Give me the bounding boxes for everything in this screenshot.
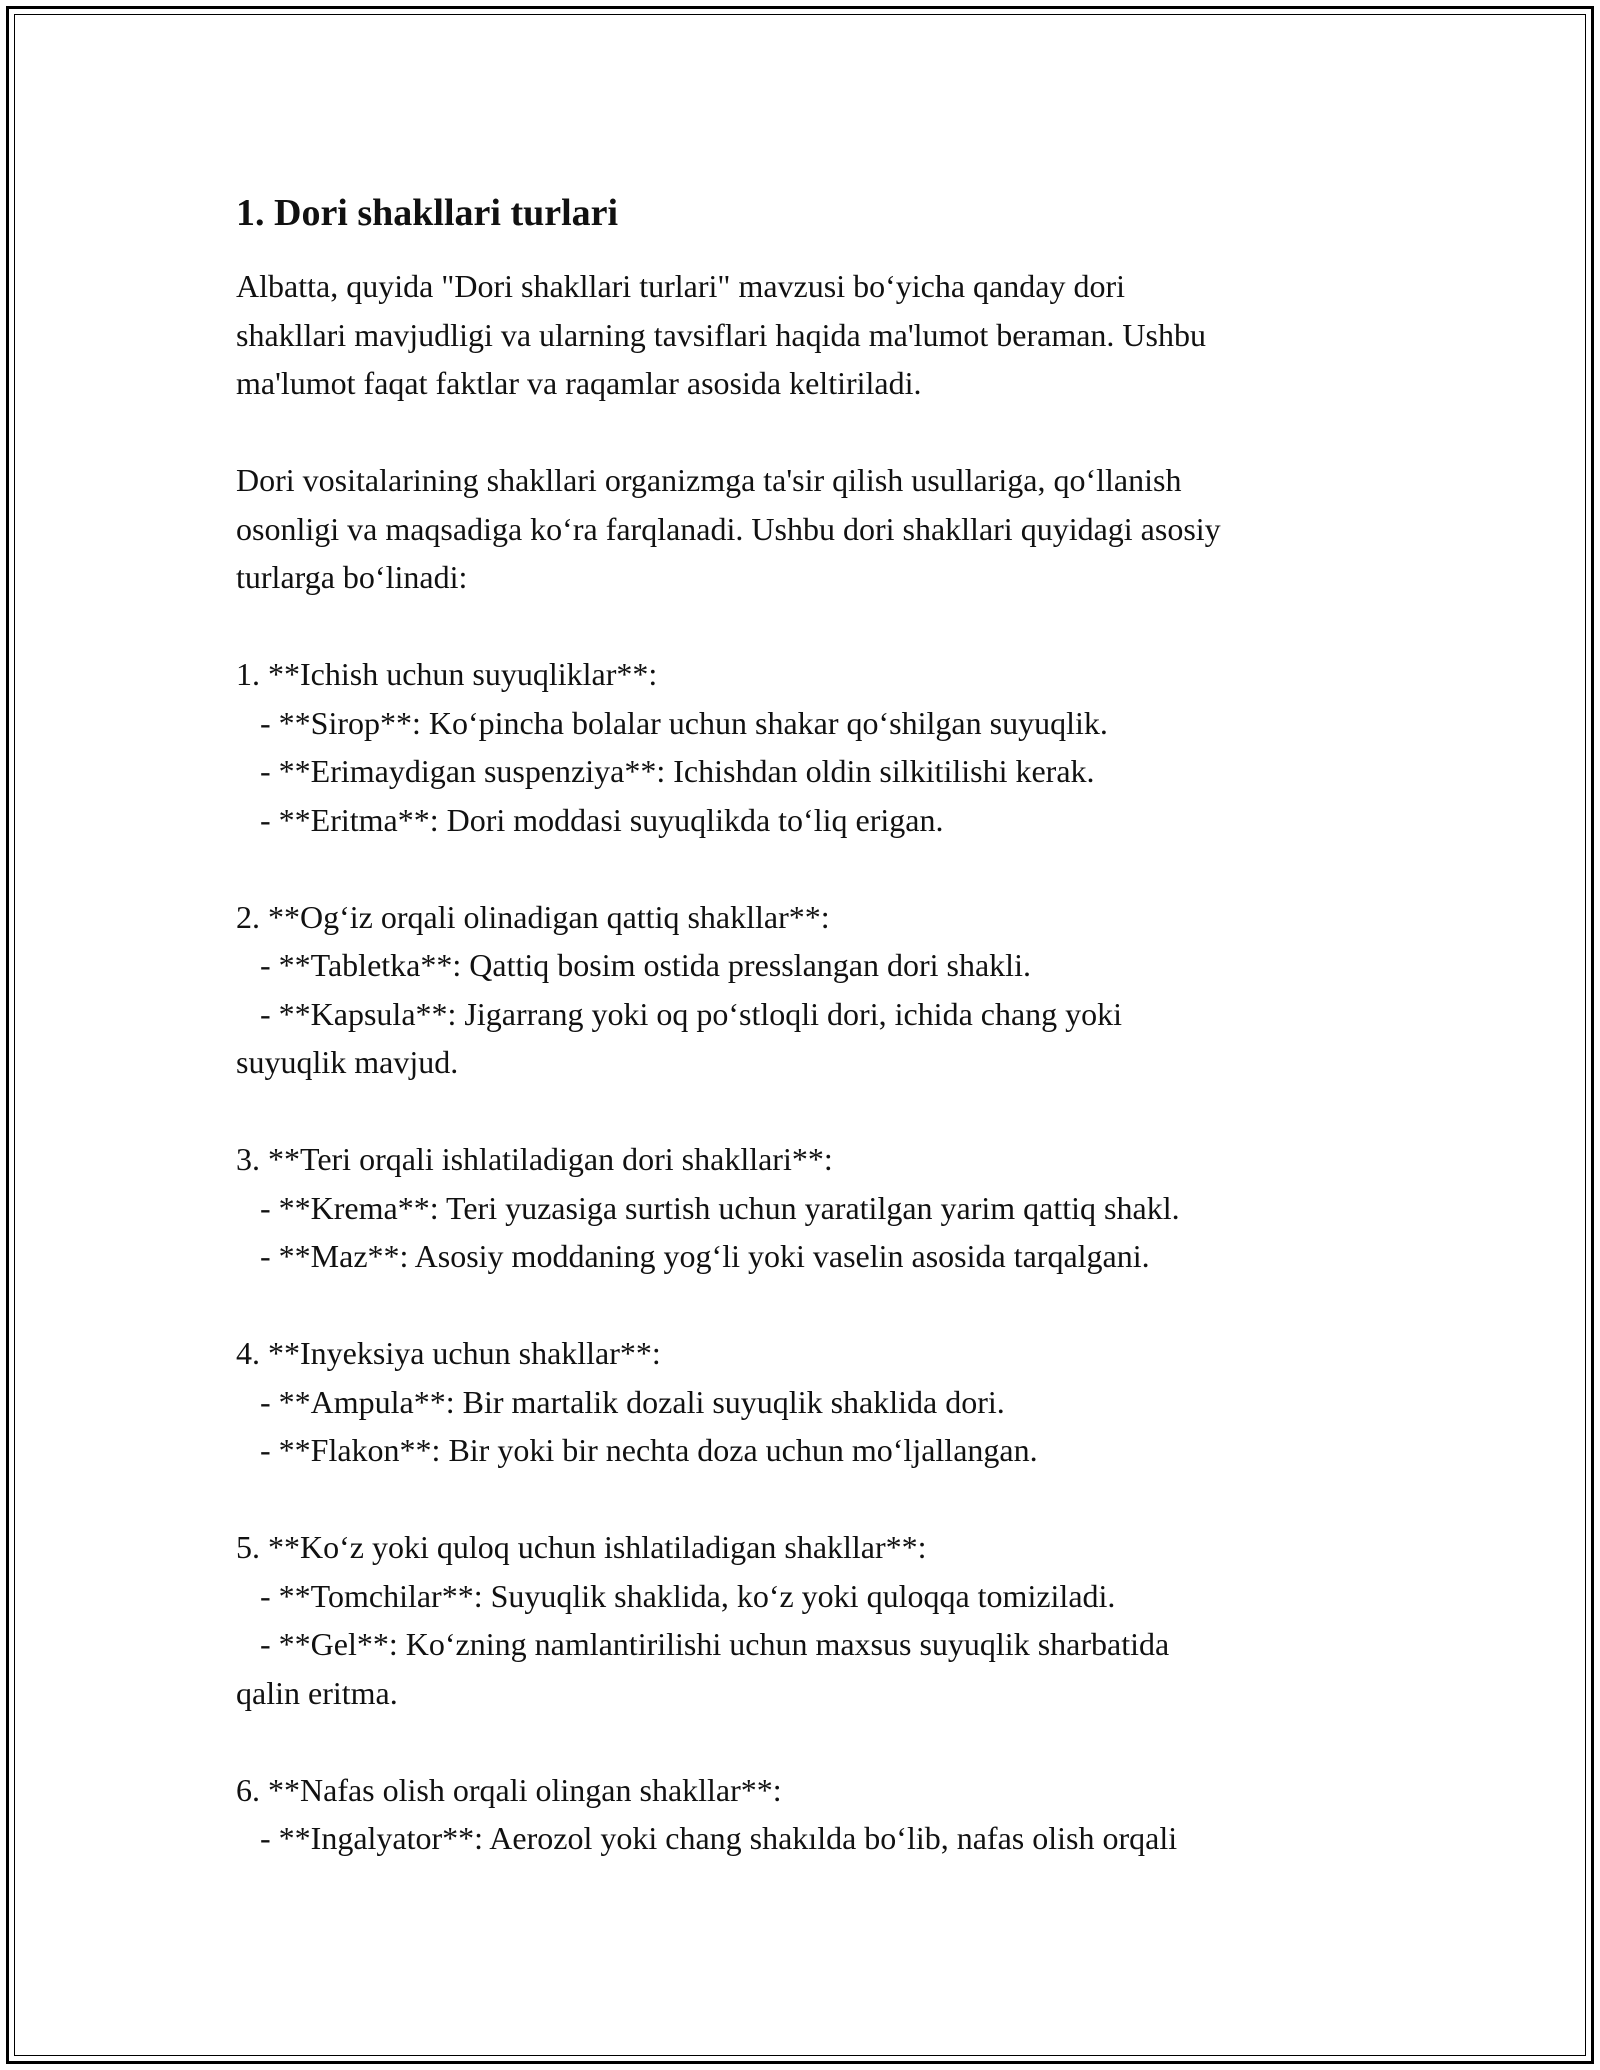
text-line: turlarga bo‘linadi: [236, 559, 468, 595]
paragraph-gap [236, 844, 1386, 893]
section-heading: 6. **Nafas olish orqali olingan shakllar**: [236, 1771, 782, 1808]
list-item: - **Maz**: Asosiy moddaning yog‘li yoki vaselin asosida tarqalgani. [236, 1238, 1150, 1274]
text-line: Albatta, quyida "Dori shakllari turlari" mavzusi bo‘yicha qanday dori [236, 268, 1125, 304]
section-1 [236, 650, 1386, 844]
section-5 [236, 1523, 1386, 1717]
text-line: osonligi va maqsadiga ko‘ra farqlanadi. Ushbu dori shakllari quyidagi asosiy [236, 510, 1221, 547]
document-title: 1. Dori shakllari turlari [236, 192, 619, 234]
text-line: shakllari mavjudligi va ularning tavsiflari haqida ma'lumot beraman. Ushbu [236, 316, 1206, 353]
list-item-continuation: suyuqlik mavjud. [236, 1044, 459, 1080]
section-2 [236, 893, 1386, 1087]
section-heading: 1. **Ichish uchun suyuqliklar**: [236, 656, 658, 692]
list-item: - **Gel**: Ko‘zning namlantirilishi uchun maxsus suyuqlik sharbatida [236, 1626, 1170, 1662]
list-item: - **Eritma**: Dori moddasi suyuqlikda to‘liq erigan. [236, 801, 944, 838]
section-heading: 2. **Og‘iz orqali olinadigan qattiq shakllar**: [236, 898, 830, 935]
list-item: - **Sirop**: Ko‘pincha bolalar uchun shakar qo‘shilgan suyuqlik. [236, 704, 1108, 741]
list-item: - **Krema**: Teri yuzasiga surtish uchun yaratilgan yarim qattiq shakl. [236, 1189, 1180, 1226]
list-item: - **Tomchilar**: Suyuqlik shaklida, ko‘z yoki quloqqa tomiziladi. [236, 1577, 1116, 1614]
section-heading: 4. **Inyeksiya uchun shakllar**: [236, 1335, 661, 1371]
list-item: - **Ingalyator**: Aerozol yoki chang shakılda bo‘lib, nafas olish orqali [236, 1820, 1178, 1856]
list-item-continuation: qalin eritma. [236, 1674, 398, 1711]
section-4 [236, 1329, 1386, 1475]
section-heading: 3. **Teri orqali ishlatiladigan dori shakllari**: [236, 1141, 833, 1177]
list-item: - **Ampula**: Bir martalik dozali suyuqlik shaklida dori. [236, 1383, 1005, 1420]
list-item: - **Kapsula**: Jigarrang yoki oq po‘stloqli dori, ichida chang yoki [236, 995, 1123, 1032]
list-item: - **Erimaydigan suspenziya**: Ichishdan oldin silkitilishi kerak. [236, 753, 1095, 789]
intro-paragraph [236, 262, 1386, 408]
section-6 [236, 1766, 1386, 1863]
paragraph-gap [236, 408, 1386, 457]
overview-paragraph [236, 456, 1386, 602]
paragraph-gap [236, 1087, 1386, 1136]
section-3 [236, 1135, 1386, 1281]
paragraph-gap [236, 1717, 1386, 1766]
paragraph-gap [236, 602, 1386, 651]
document-body [236, 188, 1386, 1863]
section-heading: 5. **Ko‘z yoki quloq uchun ishlatiladigan shakllar**: [236, 1529, 927, 1565]
list-item: - **Flakon**: Bir yoki bir nechta doza uchun mo‘ljallangan. [236, 1432, 1038, 1468]
text-line: ma'lumot faqat faktlar va raqamlar asosida keltiriladi. [236, 365, 922, 401]
text-line: Dori vositalarining shakllari organizmga ta'sir qilish usullariga, qo‘llanish [236, 462, 1182, 498]
paragraph-gap [236, 1281, 1386, 1330]
paragraph-gap [236, 1475, 1386, 1524]
list-item: - **Tabletka**: Qattiq bosim ostida presslangan dori shakli. [236, 947, 1031, 983]
